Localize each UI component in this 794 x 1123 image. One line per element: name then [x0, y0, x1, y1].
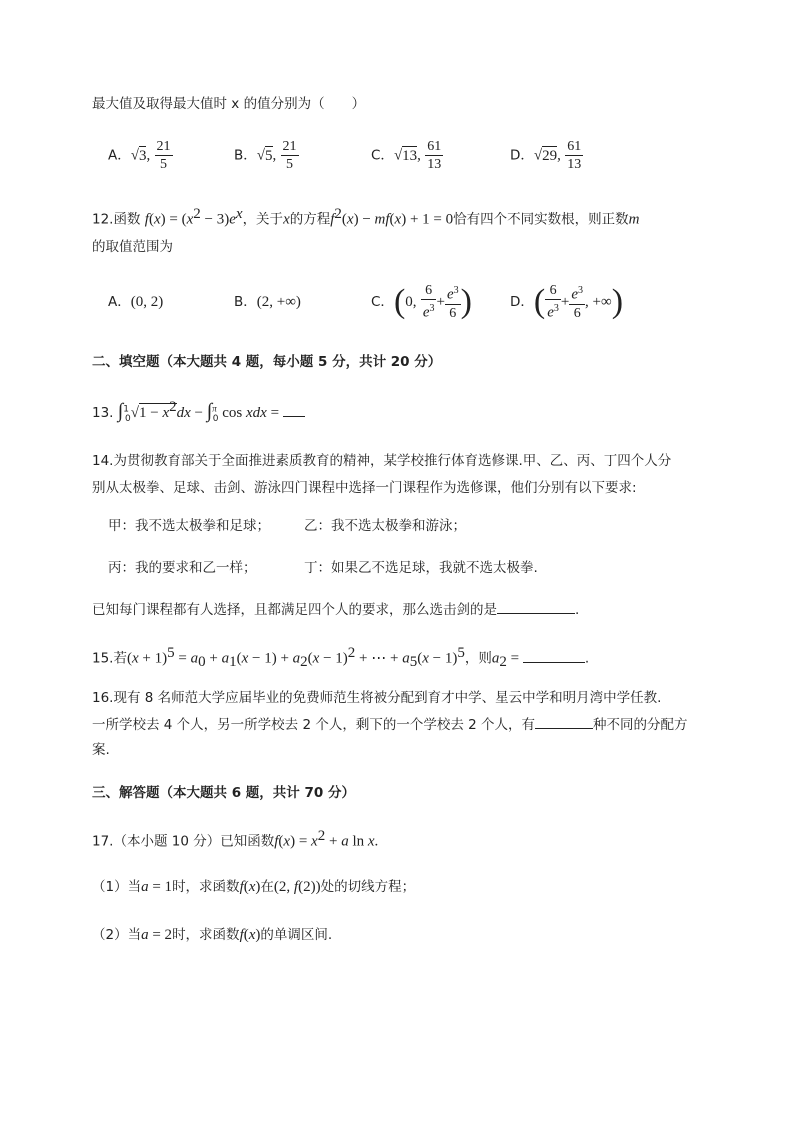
section-2-heading: 二、填空题（本大题共 4 题，每小题 5 分，共计 20 分）: [92, 354, 442, 370]
section-3-heading: 三、解答题（本大题共 6 题，共计 70 分）: [92, 785, 355, 801]
q12-option-b: B．(2, +∞): [234, 294, 301, 310]
q11-option-b: B．√5, $\frac{21}{5}$: [234, 139, 297, 172]
q12-stem-line2: 的取值范围为: [92, 239, 173, 255]
q11-option-a: A．√3, $\frac{21}{5}$: [108, 139, 171, 172]
q15: 15.若$(x + 1)^5 = a_0 + a_1(x - 1) + a_2(x - 1)^2$ + ⋯ + $a_5(x - 1)^5$，则$a_2$ = .: [92, 645, 590, 671]
q12-option-a: A．(0, 2): [108, 294, 164, 310]
q16-line3: 案.: [92, 742, 110, 758]
q14-bing: 丙：我的要求和乙一样；: [108, 560, 257, 576]
q14-question: 已知每门课程都有人选择，且都满足四个人的要求，那么选击剑的是 .: [92, 599, 579, 620]
q14-yi: 乙：我不选太极拳和游泳；: [304, 518, 466, 534]
q16-line1: 16.现有 8 名师范大学应届毕业的免费师范生将被分配到育才中学、星云中学和明月湾中学任教.: [92, 690, 662, 706]
q12-option-c: C．(0, $\frac{6}{e^3}$ + $\frac{e^3}{6}$ ): [371, 282, 472, 321]
q14-ding: 丁：如果乙不选足球，我就不选太极拳.: [304, 560, 538, 576]
q13: 13. $\int^1_0√1 - x^2dx - \int^\pi_0$ cos xdx =: [92, 397, 305, 429]
q14-jia: 甲：我不选太极拳和足球；: [108, 518, 270, 534]
q12-stem: 12.函数 $f(x) = (x^2 - 3)e^x$，关于x的方程$f^2(x) - mf(x) + 1 = 0$恰有四个不同实数根，则正数m: [92, 206, 640, 228]
q14-line1: 14.为贯彻教育部关于全面推进素质教育的精神，某学校推行体育选修课.甲、乙、丙、丁四个人分: [92, 453, 672, 469]
q17-intro: 17.（本小题 10 分）已知函数$f(x) = x^2 + a$ ln x.: [92, 828, 379, 850]
q11-stem: 最大值及取得最大值时 x 的值分别为（ ）: [92, 96, 366, 112]
q16-line2: 一所学校去 4 个人，另一所学校去 2 个人，剩下的一个学校去 2 个人，有 种不同的分配方: [92, 714, 688, 735]
q17-part1: （1）当a = 1时，求函数f(x)在(2, f(2))处的切线方程；: [92, 879, 416, 895]
q14-line2: 别从太极拳、足球、击剑、游泳四门课程中选择一门课程作为选修课，他们分别有以下要求:: [92, 480, 637, 496]
q12-option-d: D．( $\frac{6}{e^3}$ + $\frac{e^3}{6}$ , +∞): [510, 282, 624, 321]
q11-option-d: D．√29, $\frac{61}{13}$: [510, 139, 582, 172]
q11-option-c: C．√13, $\frac{61}{13}$: [371, 139, 442, 172]
q17-part2: （2）当a = 2时，求函数f(x)的单调区间.: [92, 927, 333, 943]
